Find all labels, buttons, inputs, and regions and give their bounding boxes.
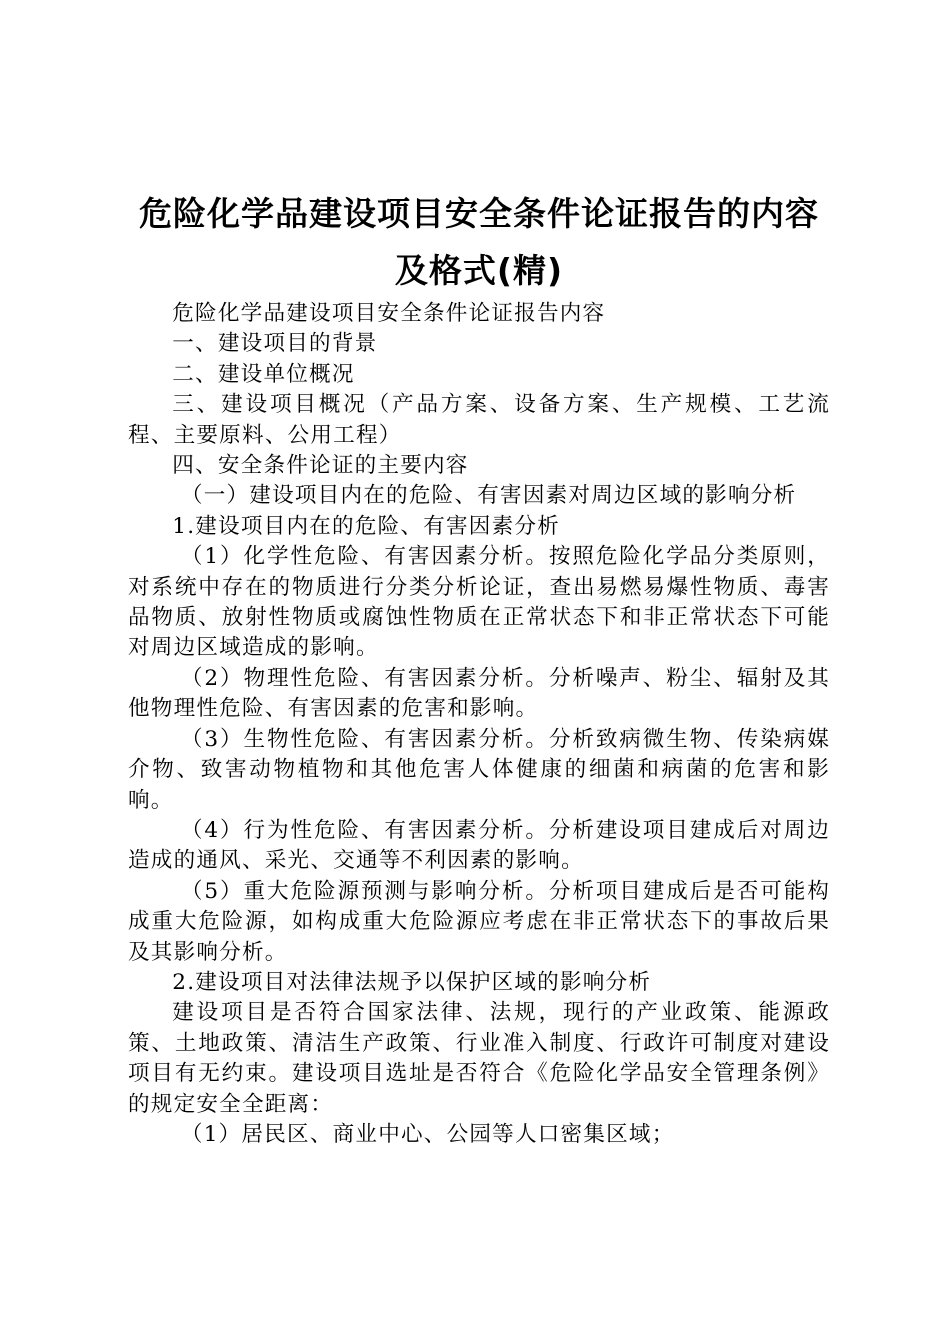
paragraph-report-contents: 危险化学品建设项目安全条件论证报告内容 <box>172 301 606 326</box>
paragraph-section-3: 三、建设项目概况（产品方案、设备方案、生产规模、工艺流程、主要原料、公用工程） <box>128 392 830 448</box>
title-line-2: 及格式(精) <box>394 251 564 290</box>
paragraph-item-1-5: （5）重大危险源预测与影响分析。分析项目建成后是否可能构成重大危险源，如构成重大危险源应考虑在非正常状态下的事故后果及其影响分析。 <box>128 878 830 965</box>
paragraph-item-1-2: （2）物理性危险、有害因素分析。分析噪声、粉尘、辐射及其他物理性危险、有害因素的危害和影响。 <box>128 665 830 722</box>
paragraph-section-2: 二、建设单位概况 <box>172 361 355 387</box>
paragraph-item-1-4: （4）行为性危险、有害因素分析。分析建设项目建成后对周边造成的通风、采光、交通等不利因素的影响。 <box>128 817 830 874</box>
paragraph-subsection-1: （一）建设项目内在的危险、有害因素对周边区域的影响分析 <box>180 483 797 509</box>
document-title <box>128 185 830 299</box>
paragraph-item-1-3: （3）生物性危险、有害因素分析。分析致病微生物、传染病媒介物、致害动物植物和其他危害人体健康的细菌和病菌的危害和影响。 <box>128 726 830 813</box>
paragraph-item-1-1: （1）化学性危险、有害因素分析。按照危险化学品分类原则，对系统中存在的物质进行分类分析论证，查出易燃易爆性物质、毒害品物质、放射性物质或腐蚀性物质在正常状态下和非正常状态下可能对周边区域造成的影响。 <box>128 544 830 661</box>
paragraph-item-2: 2.建设项目对法律法规予以保护区域的影响分析 <box>172 969 652 995</box>
paragraph-item-1: 1.建设项目内在的危险、有害因素分析 <box>172 513 560 539</box>
document-body <box>128 299 830 1150</box>
paragraph-item-2-1: （1）居民区、商业中心、公园等人口密集区域； <box>180 1121 675 1147</box>
title-line-1: 危险化学品建设项目安全条件论证报告的内容 <box>139 194 819 233</box>
paragraph-section-1: 一、建设项目的背景 <box>172 331 378 357</box>
paragraph-section-4: 四、安全条件论证的主要内容 <box>172 453 469 479</box>
paragraph-item-2-body: 建设项目是否符合国家法律、法规，现行的产业政策、能源政策、土地政策、清洁生产政策、行业准入制度、行政许可制度对建设项目有无约束。建设项目选址是否符合《危险化学品安全管理条例》的规定安全全距离： <box>128 1000 830 1117</box>
